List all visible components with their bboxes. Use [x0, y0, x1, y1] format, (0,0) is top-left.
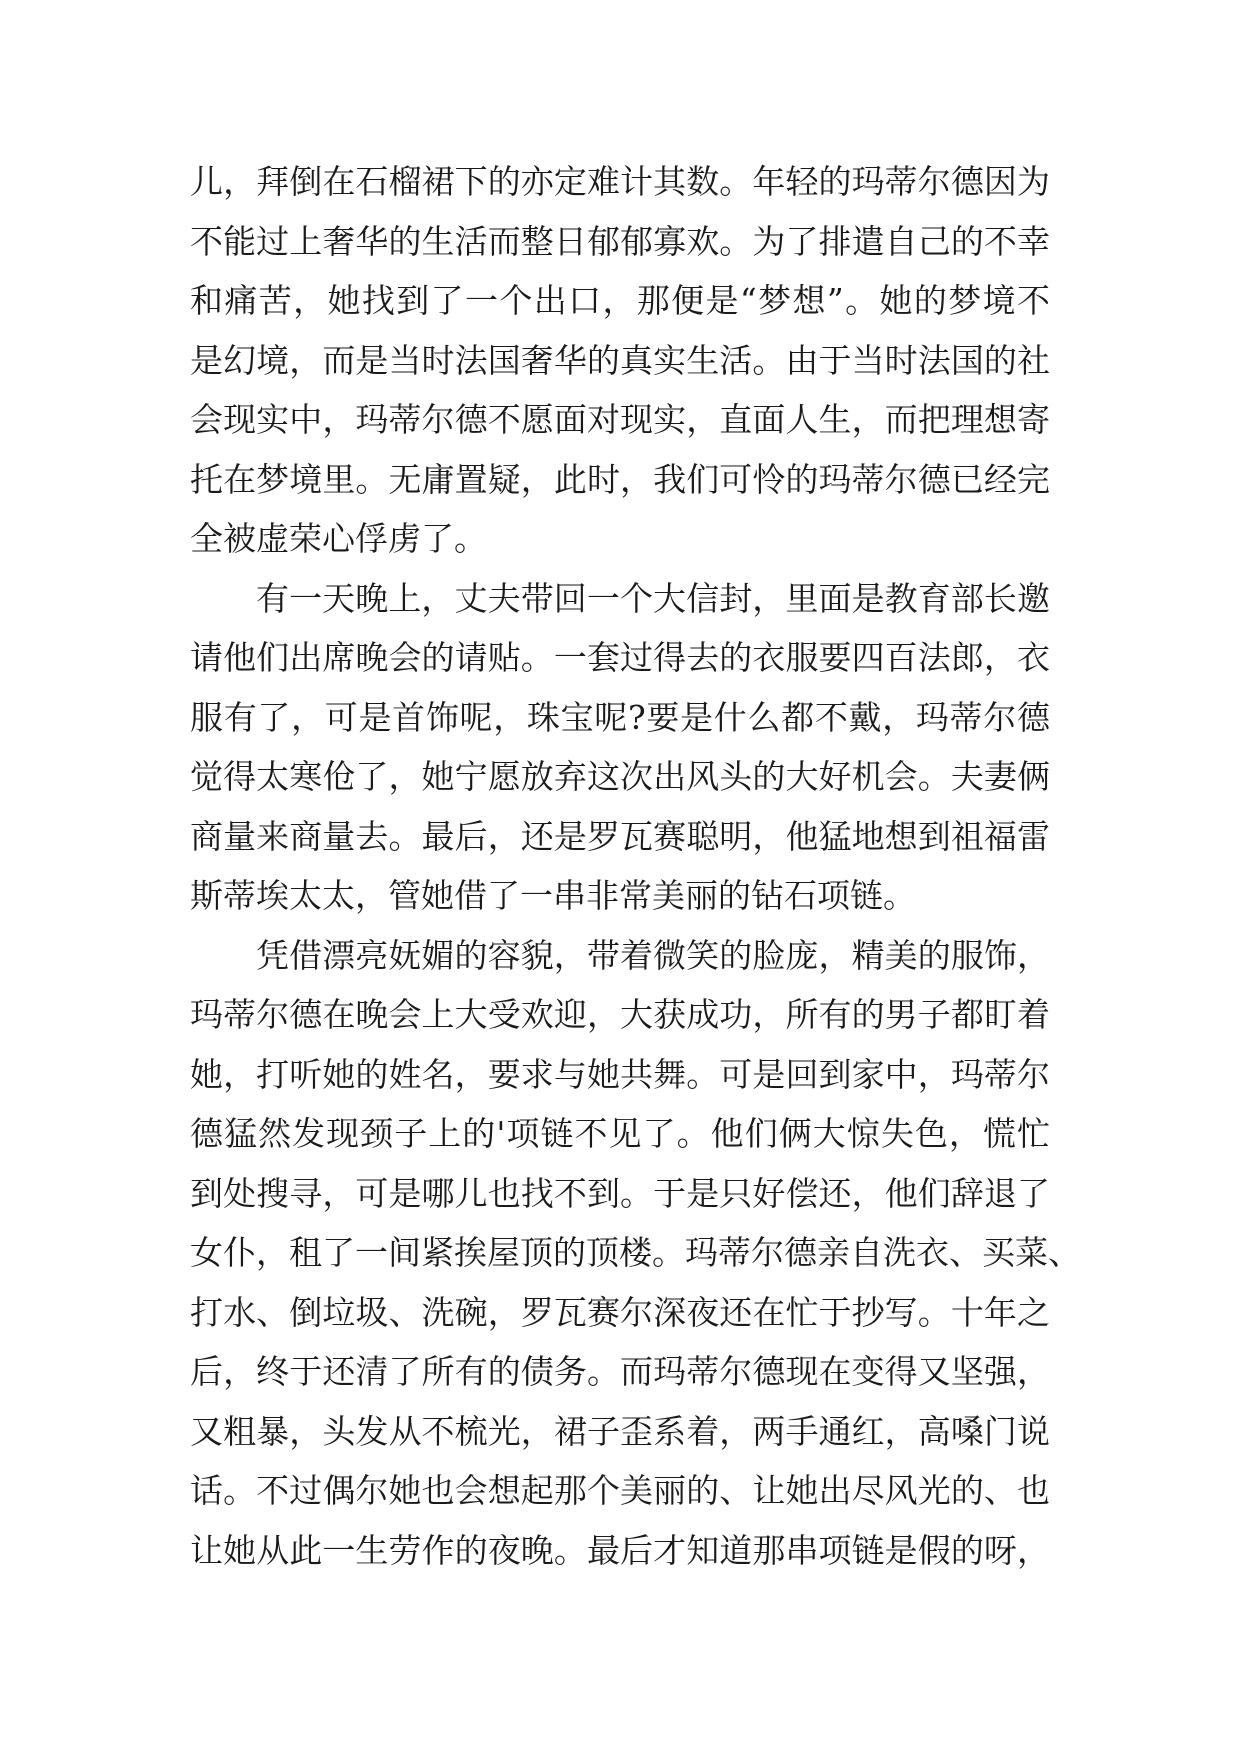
- text-line: 儿，拜倒在石榴裙下的亦定难计其数。年轻的玛蒂尔德因为: [190, 162, 1050, 201]
- text-line: 她，打听她的姓名，要求与她共舞。可是回到家中，玛蒂尔: [190, 1054, 1050, 1094]
- text-line: 让她从此一生劳作的夜晚。最后才知道那串项链是假的呀，: [190, 1530, 1050, 1570]
- text-line: 斯蒂埃太太，管她借了一串非常美丽的钻石项链。: [190, 876, 916, 915]
- text-line: 和痛苦，她找到了一个出口，那便是“梦想”。她的梦境不: [190, 281, 1050, 320]
- text-line: 女仆，租了一间紧挨屋顶的顶楼。玛蒂尔德亲自洗衣、买菜、: [190, 1233, 1081, 1272]
- text-line: 玛蒂尔德在晚会上大受欢迎，大获成功，所有的男子都盯着: [190, 995, 1050, 1034]
- text-line: 又粗暴，头发从不梳光，裙子歪系着，两手通红，高嗓门说: [190, 1411, 1050, 1451]
- text-line: 请他们出席晚会的请贴。一套过得去的衣服要四百法郎，衣: [190, 638, 1050, 677]
- text-line: 全被虚荣心俘虏了。: [190, 519, 487, 558]
- text-line: 托在梦境里。无庸置疑，此时，我们可怜的玛蒂尔德已经完: [190, 459, 1050, 499]
- text-line: 会现实中，玛蒂尔德不愿面对现实，直面人生，而把理想寄: [190, 400, 1050, 439]
- text-line: 德猛然发现颈子上的'项链不见了。他们俩大惊失色，慌忙: [190, 1114, 1050, 1153]
- document-body: [190, 152, 1081, 1580]
- text-line: 后，终于还清了所有的债务。而玛蒂尔德现在变得又坚强，: [190, 1352, 1050, 1391]
- text-line: 商量来商量去。最后，还是罗瓦赛聪明，他猛地想到祖福雷: [190, 816, 1050, 856]
- text-line: 有一天晚上，丈夫带回一个大信封，里面是教育部长邀: [256, 578, 1050, 618]
- text-line: 到处搜寻，可是哪儿也找不到。于是只好偿还，他们辞退了: [190, 1173, 1050, 1213]
- text-line: 觉得太寒伧了，她宁愿放弃这次出风头的大好机会。夫妻俩: [190, 757, 1050, 796]
- text-line: 凭借漂亮妩媚的容貌，带着微笑的脸庞，精美的服饰，: [256, 935, 1050, 975]
- text-line: 服有了，可是首饰呢，珠宝呢?要是什么都不戴，玛蒂尔德: [190, 697, 1050, 737]
- text-line: 话。不过偶尔她也会想起那个美丽的、让她出尽风光的、也: [190, 1471, 1050, 1510]
- text-line: 不能过上奢华的生活而整日郁郁寡欢。为了排遣自己的不幸: [190, 221, 1050, 261]
- text-line: 打水、倒垃圾、洗碗，罗瓦赛尔深夜还在忙于抄写。十年之: [190, 1292, 1050, 1332]
- text-line: 是幻境，而是当时法国奢华的真实生活。由于当时法国的社: [190, 340, 1050, 380]
